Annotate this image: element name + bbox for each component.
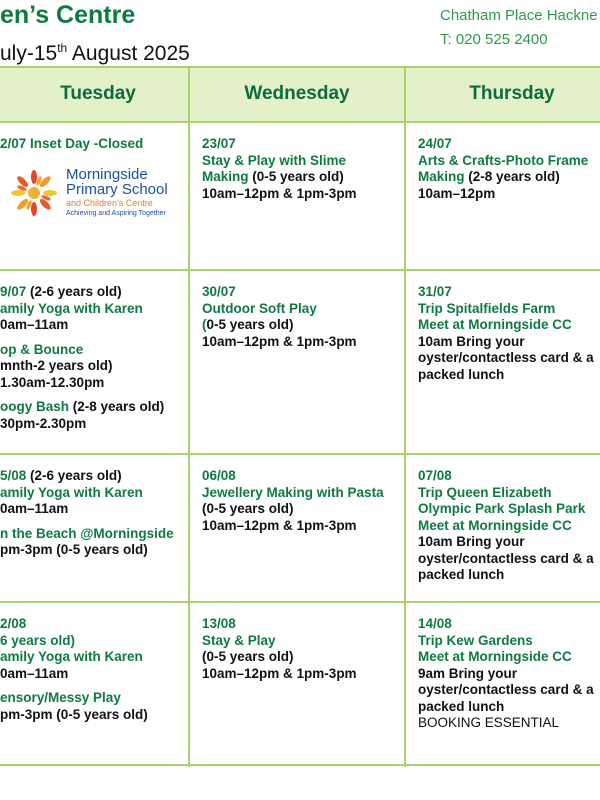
logo-line1: Morningside: [66, 165, 148, 183]
activity-title: Making: [418, 169, 469, 184]
activity-detail: (0-5 years old): [252, 169, 344, 184]
day-header-tuesday: Tuesday: [0, 68, 190, 123]
activity-line: oyster/contactless card & a: [418, 550, 594, 566]
activity-line: 31/07: [418, 284, 452, 299]
activity-line: 10am–12pm & 1pm-3pm: [202, 517, 357, 533]
activity-line: 2/08: [0, 616, 27, 631]
activity-line: amily Yoga with Karen: [0, 300, 143, 316]
cell-wed-week1: [190, 123, 406, 271]
activity-line: 10am–12pm & 1pm-3pm: [202, 665, 357, 681]
sun-logo-icon: [8, 169, 60, 217]
activity-line: 0am–11am: [0, 665, 69, 681]
activity-line: 2/07 Inset Day -Closed: [0, 136, 144, 151]
activity-title: Making: [202, 169, 253, 184]
activity-line: packed lunch: [418, 698, 505, 714]
activity-line: 0am–11am: [0, 501, 69, 516]
activity-line: Arts & Crafts-Photo Frame: [418, 152, 589, 168]
cell-thu-week4: [406, 603, 600, 767]
activity-line: 07/08: [418, 468, 452, 483]
activity-line: oyster/contactless card & a: [418, 682, 594, 697]
activity-detail: (2-8 years old): [72, 399, 165, 414]
activity-line: oyster/contactless card & a: [418, 350, 594, 365]
activity-line: 23/07: [202, 136, 236, 151]
cell-wed-week3: [190, 455, 406, 603]
activity-line: Stay & Play with Slime: [202, 152, 347, 168]
activity-line: Trip Spitalfields Farm: [418, 300, 556, 316]
activity-line: op & Bounce: [0, 341, 84, 357]
cell-tue-week1: [0, 123, 190, 271]
logo-line3: and Children's Centre: [66, 197, 153, 208]
activity-line: Meet at Morningside CC: [418, 649, 572, 664]
activity-line: 10am–12pm & 1pm-3pm: [202, 333, 357, 349]
activity-line: pm-3pm (0-5 years old): [0, 706, 148, 722]
cell-tue-week3: [0, 455, 190, 603]
activity-line: Meet at Morningside CC: [418, 517, 572, 533]
activity-line: 30pm-2.30pm: [0, 415, 87, 431]
activity-line: Trip Queen Elizabeth: [418, 484, 552, 500]
cell-wed-week4: [190, 603, 406, 767]
activity-line: 14/08: [418, 616, 452, 631]
cell-thu-week1: [406, 123, 600, 271]
activity-line: Olympic Park Splash Park: [418, 501, 586, 516]
phone-number: T: 020 525 2400: [440, 31, 548, 48]
date-range: [0, 35, 190, 67]
spacer: [0, 334, 188, 342]
activity-line: 06/08: [202, 468, 236, 483]
activity-line: 13/08: [202, 616, 236, 631]
activity-line: packed lunch: [418, 567, 505, 582]
activity-line: n the Beach @Morningside: [0, 525, 174, 541]
activity-line: 0am–11am: [0, 317, 69, 332]
activity-line: [0, 284, 188, 301]
day-header-thursday: Thursday: [406, 68, 600, 123]
logo-text: [66, 167, 168, 219]
spacer: [0, 682, 188, 690]
activity-detail: (2-8 years old): [468, 169, 560, 184]
logo-line4: Achieving and Aspiring Together: [66, 209, 166, 217]
activity-title: 5/08: [0, 468, 31, 483]
activity-detail: 0-5 years old): [206, 317, 294, 332]
activity-detail: (2-6 years old): [30, 468, 122, 483]
activity-line: [418, 169, 600, 186]
address: Chatham Place Hackne: [440, 7, 598, 24]
logo-line2: Primary School: [66, 180, 168, 198]
spacer: [0, 518, 188, 526]
date-range-start: uly-15: [0, 42, 58, 65]
activity-line: (0-5 years old): [202, 501, 294, 516]
activity-line: packed lunch: [418, 366, 505, 382]
activity-line: Jewellery Making with Pasta: [202, 484, 384, 500]
activity-line: (0-5 years old): [202, 649, 294, 664]
cell-tue-week2: [0, 271, 190, 455]
cell-tue-week4: [0, 603, 190, 767]
activity-line: 1.30am-12.30pm: [0, 374, 105, 390]
activity-line: Stay & Play: [202, 632, 276, 648]
activity-line: 10am Bring your: [418, 333, 525, 349]
activity-line: 30/07: [202, 284, 236, 299]
activity-line: mnth-2 years old): [0, 358, 113, 373]
activity-line: BOOKING ESSENTIAL: [418, 715, 560, 730]
activity-detail: (2-6 years old): [30, 284, 122, 299]
activity-title: 9/07: [0, 284, 31, 299]
activity-line: pm-3pm (0-5 years old): [0, 542, 148, 557]
school-logo: [8, 167, 188, 219]
activity-line: Trip Kew Gardens: [418, 632, 533, 648]
activity-line: [0, 468, 188, 485]
activity-line: 6 years old): [0, 632, 76, 648]
activity-line: Outdoor Soft Play: [202, 300, 317, 316]
activity-title: (: [202, 317, 207, 332]
activity-line: amily Yoga with Karen: [0, 484, 143, 500]
activity-line: Meet at Morningside CC: [418, 317, 572, 332]
activity-line: 10am–12pm: [418, 185, 496, 201]
spacer: [0, 391, 188, 399]
activity-line: [202, 317, 404, 334]
day-header-wednesday: Wednesday: [190, 68, 406, 123]
page-title: en’s Centre: [0, 1, 136, 29]
timetable-grid: [0, 66, 600, 766]
activity-line: amily Yoga with Karen: [0, 649, 143, 664]
activity-line: 10am–12pm & 1pm-3pm: [202, 185, 357, 201]
activity-title: oogy Bash: [0, 399, 73, 414]
cell-thu-week2: [406, 271, 600, 455]
cell-wed-week2: [190, 271, 406, 455]
date-suffix: th: [57, 41, 68, 55]
cell-thu-week3: [406, 455, 600, 603]
activity-line: 24/07: [418, 136, 452, 151]
date-range-end: August 2025: [67, 42, 190, 65]
activity-line: 10am Bring your: [418, 534, 525, 549]
activity-line: 9am Bring your: [418, 665, 518, 681]
activity-line: ensory/Messy Play: [0, 690, 121, 705]
activity-line: [202, 169, 404, 186]
activity-line: [0, 399, 188, 416]
